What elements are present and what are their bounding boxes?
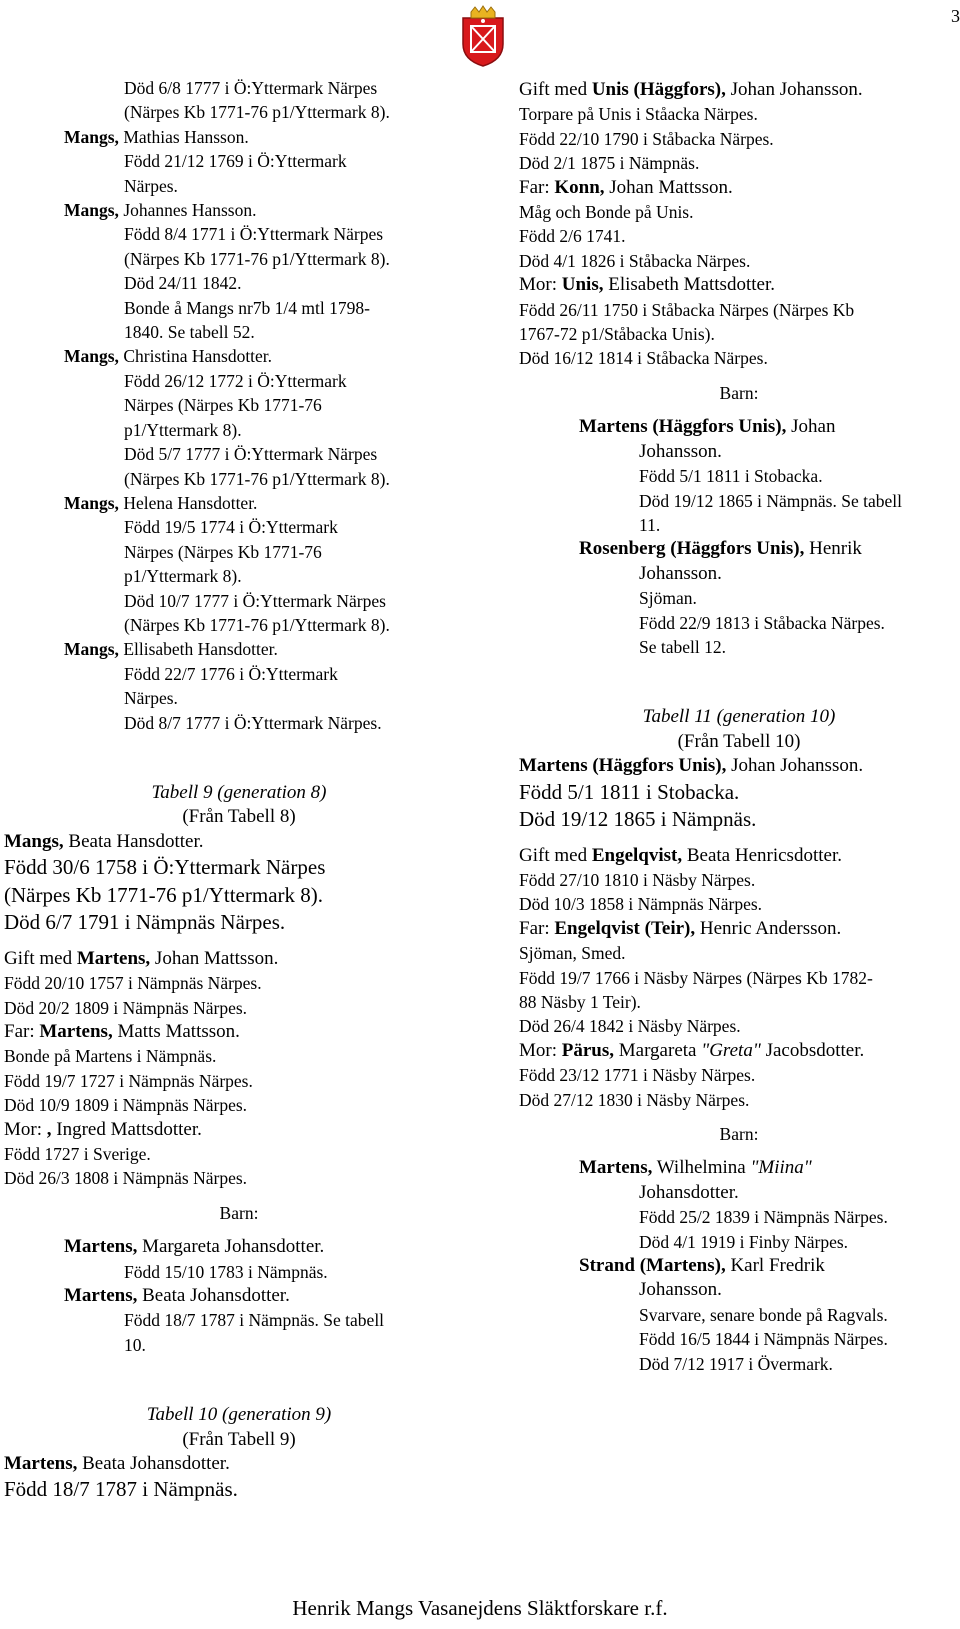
text-line: Torpare på Unis i Ståacka Närpes. bbox=[519, 104, 758, 125]
text-line: (Närpes Kb 1771-76 p1/Yttermark 8). bbox=[124, 614, 390, 635]
text-line: Född 15/10 1783 i Nämpnäs. bbox=[124, 1261, 328, 1282]
child-name: Martens, Wilhelmina "Miina" bbox=[579, 1157, 812, 1179]
text-line: Död 24/11 1842. bbox=[124, 273, 242, 294]
text-line: Född 25/2 1839 i Nämpnäs Närpes. bbox=[639, 1207, 888, 1228]
text-line: Johansdotter. bbox=[639, 1181, 739, 1203]
text-line: Närpes. bbox=[124, 175, 178, 196]
person-name: Martens (Häggfors Unis), Johan Johansson. bbox=[519, 755, 864, 777]
child-name: Mangs, Ellisabeth Hansdotter. bbox=[64, 639, 278, 660]
text-line: Född 26/11 1750 i Ståbacka Närpes (Närpes Kb bbox=[519, 299, 855, 320]
table-from: (Från Tabell 9) bbox=[182, 1428, 296, 1450]
text-line: p1/Yttermark 8). bbox=[124, 566, 242, 587]
text-line: Född 18/7 1787 i Nämpnäs. Se tabell bbox=[124, 1310, 385, 1331]
text-line: Död 26/4 1842 i Näsby Närpes. bbox=[519, 1016, 741, 1037]
text-line: Död 6/8 1777 i Ö:Yttermark Närpes bbox=[124, 78, 378, 98]
text-line: Närpes (Närpes Kb 1771-76 bbox=[124, 395, 322, 416]
person-detail: Född 18/7 1787 i Nämpnäs. bbox=[4, 1477, 238, 1502]
text-line: Svarvare, senare bonde på Ragvals. bbox=[639, 1304, 888, 1325]
child-name: Mangs, Christina Hansdotter. bbox=[64, 346, 273, 367]
text-line: Bonde på Martens i Nämpnäs. bbox=[4, 1046, 217, 1067]
child-name: Strand (Martens), Karl Fredrik bbox=[579, 1255, 825, 1277]
child-name: Mangs, Helena Hansdotter. bbox=[64, 492, 258, 513]
text-line: Född 8/4 1771 i Ö:Yttermark Närpes bbox=[124, 224, 384, 245]
text-line: Född 19/7 1766 i Näsby Närpes (Närpes Kb 1782- bbox=[519, 967, 873, 988]
text-line: Död 27/12 1830 i Näsby Närpes. bbox=[519, 1089, 750, 1110]
text-line: Född 27/10 1810 i Näsby Närpes. bbox=[519, 869, 756, 890]
text-line: Se tabell 12. bbox=[639, 636, 726, 657]
person-detail: Död 19/12 1865 i Nämpnäs. bbox=[519, 807, 757, 832]
table-title: Tabell 11 (generation 10) bbox=[642, 706, 836, 728]
text-line: p1/Yttermark 8). bbox=[124, 419, 242, 440]
child-name: Mangs, Mathias Hansson. bbox=[64, 126, 249, 147]
table-title: Tabell 9 (generation 8) bbox=[151, 781, 327, 803]
children-label: Barn: bbox=[719, 382, 759, 403]
text-line: Död 4/1 1919 i Finby Närpes. bbox=[639, 1231, 849, 1252]
child-name: Martens (Häggfors Unis), Johan bbox=[579, 416, 836, 438]
text-line: Född 20/10 1757 i Nämpnäs Närpes. bbox=[4, 973, 262, 994]
children-label: Barn: bbox=[219, 1202, 259, 1223]
text-line: Född 19/5 1774 i Ö:Yttermark bbox=[124, 517, 338, 538]
text-line: Född 16/5 1844 i Nämpnäs Närpes. bbox=[639, 1329, 888, 1350]
text-line: Född 22/7 1776 i Ö:Yttermark bbox=[124, 663, 338, 684]
text-line: Död 7/12 1917 i Övermark. bbox=[639, 1353, 833, 1374]
father-name: Far: Konn, Johan Mattsson. bbox=[519, 176, 733, 198]
table-title: Tabell 10 (generation 9) bbox=[146, 1404, 332, 1426]
text-line: Närpes (Närpes Kb 1771-76 bbox=[124, 541, 322, 562]
spouse-name: Gift med Unis (Häggfors), Johan Johansson. bbox=[519, 79, 863, 100]
text-line: Död 16/12 1814 i Ståbacka Närpes. bbox=[519, 348, 768, 369]
page-footer: Henrik Mangs Vasanejdens Släktforskare r.f. bbox=[292, 1596, 668, 1620]
text-line: Död 8/7 1777 i Ö:Yttermark Närpes. bbox=[124, 712, 382, 733]
text-line: Född 23/12 1771 i Näsby Närpes. bbox=[519, 1065, 756, 1086]
text-line: Född 22/9 1813 i Ståbacka Närpes. bbox=[639, 612, 885, 633]
coat-of-arms-icon bbox=[457, 4, 509, 68]
text-line: 1840. Se tabell 52. bbox=[124, 322, 255, 343]
text-line: 88 Näsby 1 Teir). bbox=[519, 992, 641, 1012]
text-line: 11. bbox=[639, 514, 661, 535]
text-line: 10. bbox=[124, 1334, 146, 1355]
text-line: (Närpes Kb 1771-76 p1/Yttermark 8). bbox=[124, 468, 390, 489]
mother-name: Mor: Unis, Elisabeth Mattsdotter. bbox=[519, 274, 775, 296]
text-line: Död 20/2 1809 i Nämpnäs Närpes. bbox=[4, 997, 248, 1018]
person-name: Mangs, Beata Hansdotter. bbox=[4, 830, 204, 852]
spouse-name: Gift med Martens, Johan Mattsson. bbox=[4, 947, 279, 969]
text-line: Död 10/3 1858 i Nämpnäs Närpes. bbox=[519, 894, 763, 915]
text-line: Född 26/12 1772 i Ö:Yttermark bbox=[124, 370, 347, 391]
text-line: Född 1727 i Sverige. bbox=[4, 1143, 151, 1164]
text-line: 1767-72 p1/Ståbacka Unis). bbox=[519, 324, 715, 345]
text-line: (Närpes Kb 1771-76 p1/Yttermark 8). bbox=[124, 248, 390, 269]
text-line: Måg och Bonde på Unis. bbox=[519, 202, 694, 223]
spouse-name: Gift med Engelqvist, Beata Henricsdotter. bbox=[519, 844, 842, 866]
text-line: Sjöman, Smed. bbox=[519, 943, 626, 964]
text-line: Född 2/6 1741. bbox=[519, 226, 626, 247]
father-name: Far: Martens, Matts Mattsson. bbox=[4, 1020, 240, 1042]
child-name: Martens, Margareta Johansdotter. bbox=[64, 1236, 325, 1258]
text-line: Sjöman. bbox=[639, 588, 697, 609]
father-name: Far: Engelqvist (Teir), Henric Andersson. bbox=[519, 917, 842, 939]
text-line: Född 21/12 1769 i Ö:Yttermark bbox=[124, 151, 347, 172]
text-line: Född 22/10 1790 i Ståbacka Närpes. bbox=[519, 128, 774, 149]
text-line: Död 4/1 1826 i Ståbacka Närpes. bbox=[519, 250, 751, 271]
text-line: Död 5/7 1777 i Ö:Yttermark Närpes bbox=[124, 444, 378, 465]
left-column bbox=[4, 76, 474, 1504]
right-column bbox=[519, 78, 959, 1376]
text-line: Död 10/9 1809 i Nämpnäs Närpes. bbox=[4, 1095, 248, 1116]
table-from: (Från Tabell 10) bbox=[677, 730, 801, 752]
text-line: Född 5/1 1811 i Stobacka. bbox=[639, 466, 823, 487]
table-from: (Från Tabell 8) bbox=[182, 806, 296, 828]
text-line: Död 19/12 1865 i Nämpnäs. Se tabell bbox=[639, 490, 902, 511]
text-line: (Närpes Kb 1771-76 p1/Yttermark 8). bbox=[124, 102, 390, 123]
text-line: Johansson. bbox=[639, 440, 722, 462]
person-name: Martens, Beata Johansdotter. bbox=[4, 1453, 230, 1474]
text-line: Johansson. bbox=[639, 1279, 722, 1301]
person-detail: Född 5/1 1811 i Stobacka. bbox=[519, 779, 740, 804]
person-detail: Död 6/7 1791 i Nämpnäs Närpes. bbox=[4, 910, 286, 935]
text-line: Bonde å Mangs nr7b 1/4 mtl 1798- bbox=[124, 297, 370, 318]
mother-name: Mor: Pärus, Margareta "Greta" Jacobsdotter. bbox=[519, 1039, 865, 1061]
text-line: Johansson. bbox=[639, 562, 722, 584]
children-label: Barn: bbox=[719, 1124, 759, 1145]
text-line: Närpes. bbox=[124, 688, 178, 709]
mother-name: Mor: , Ingred Mattsdotter. bbox=[4, 1118, 202, 1140]
child-name: Mangs, Johannes Hansson. bbox=[64, 200, 257, 221]
page-number: 3 bbox=[951, 6, 960, 26]
child-name: Martens, Beata Johansdotter. bbox=[64, 1284, 290, 1306]
person-detail: (Närpes Kb 1771-76 p1/Yttermark 8). bbox=[4, 882, 323, 907]
person-detail: Född 30/6 1758 i Ö:Yttermark Närpes bbox=[4, 855, 326, 880]
child-name: Rosenberg (Häggfors Unis), Henrik bbox=[579, 538, 862, 560]
text-line: Född 19/7 1727 i Nämpnäs Närpes. bbox=[4, 1070, 253, 1091]
text-line: Död 10/7 1777 i Ö:Yttermark Närpes bbox=[124, 590, 386, 611]
text-line: Död 26/3 1808 i Nämpnäs Närpes. bbox=[4, 1168, 248, 1189]
text-line: Död 2/1 1875 i Nämpnäs. bbox=[519, 153, 700, 174]
